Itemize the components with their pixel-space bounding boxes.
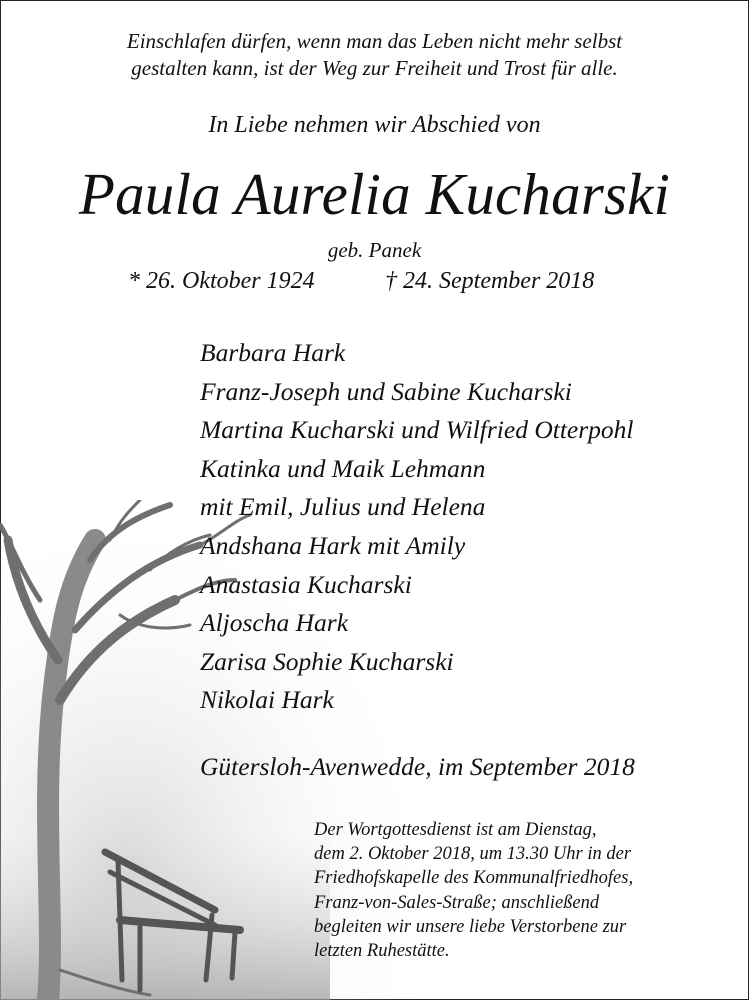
service-line: Franz-von-Sales-Straße; anschließend xyxy=(314,892,600,913)
motto-quote xyxy=(0,28,749,82)
death-date: † 24. September 2018 xyxy=(385,268,595,294)
service-line: Der Wortgottesdienst ist am Dienstag, xyxy=(314,820,597,840)
mourner-line: Martina Kucharski und Wilfried Otterpohl xyxy=(200,415,634,445)
birth-name: geb. Panek xyxy=(327,238,422,262)
mourner-line: Andshana Hark mit Amily xyxy=(200,530,466,560)
mourner-line: Zarisa Sophie Kucharski xyxy=(200,646,454,676)
service-info xyxy=(314,818,633,963)
service-line: dem 2. Oktober 2018, um 13.30 Uhr in der xyxy=(314,844,632,865)
mourner-line: Katinka und Maik Lehmann xyxy=(200,453,486,483)
mourner-line: Aljoscha Hark xyxy=(200,608,349,638)
mourners-list xyxy=(200,334,634,720)
service-line: Friedhofskapelle des Kommunalfriedhofes, xyxy=(314,868,634,889)
mourner-line: Nikolai Hark xyxy=(200,685,334,715)
mourner-line: mit Emil, Julius und Helena xyxy=(200,492,486,522)
birth-date: * 26. Oktober 1924 xyxy=(128,268,315,294)
farewell-intro: In Liebe nehmen wir Abschied von xyxy=(208,112,541,138)
place-and-date: Gütersloh-Avenwedde, im September 2018 xyxy=(200,752,635,781)
motto-line: gestalten kann, ist der Weg zur Freiheit und Trost für alle. xyxy=(131,56,618,80)
service-line: begleiten wir unsere liebe Verstorbene zur xyxy=(314,916,627,937)
mourner-line: Franz-Joseph und Sabine Kucharski xyxy=(200,376,572,406)
mourner-line: Anastasia Kucharski xyxy=(200,569,412,599)
service-line: letzten Ruhestätte. xyxy=(314,941,450,962)
mourner-line: Barbara Hark xyxy=(200,338,346,367)
deceased-name: Paula Aurelia Kucharski xyxy=(78,161,671,227)
motto-line: Einschlafen dürfen, wenn man das Leben nicht mehr selbst xyxy=(126,29,623,53)
